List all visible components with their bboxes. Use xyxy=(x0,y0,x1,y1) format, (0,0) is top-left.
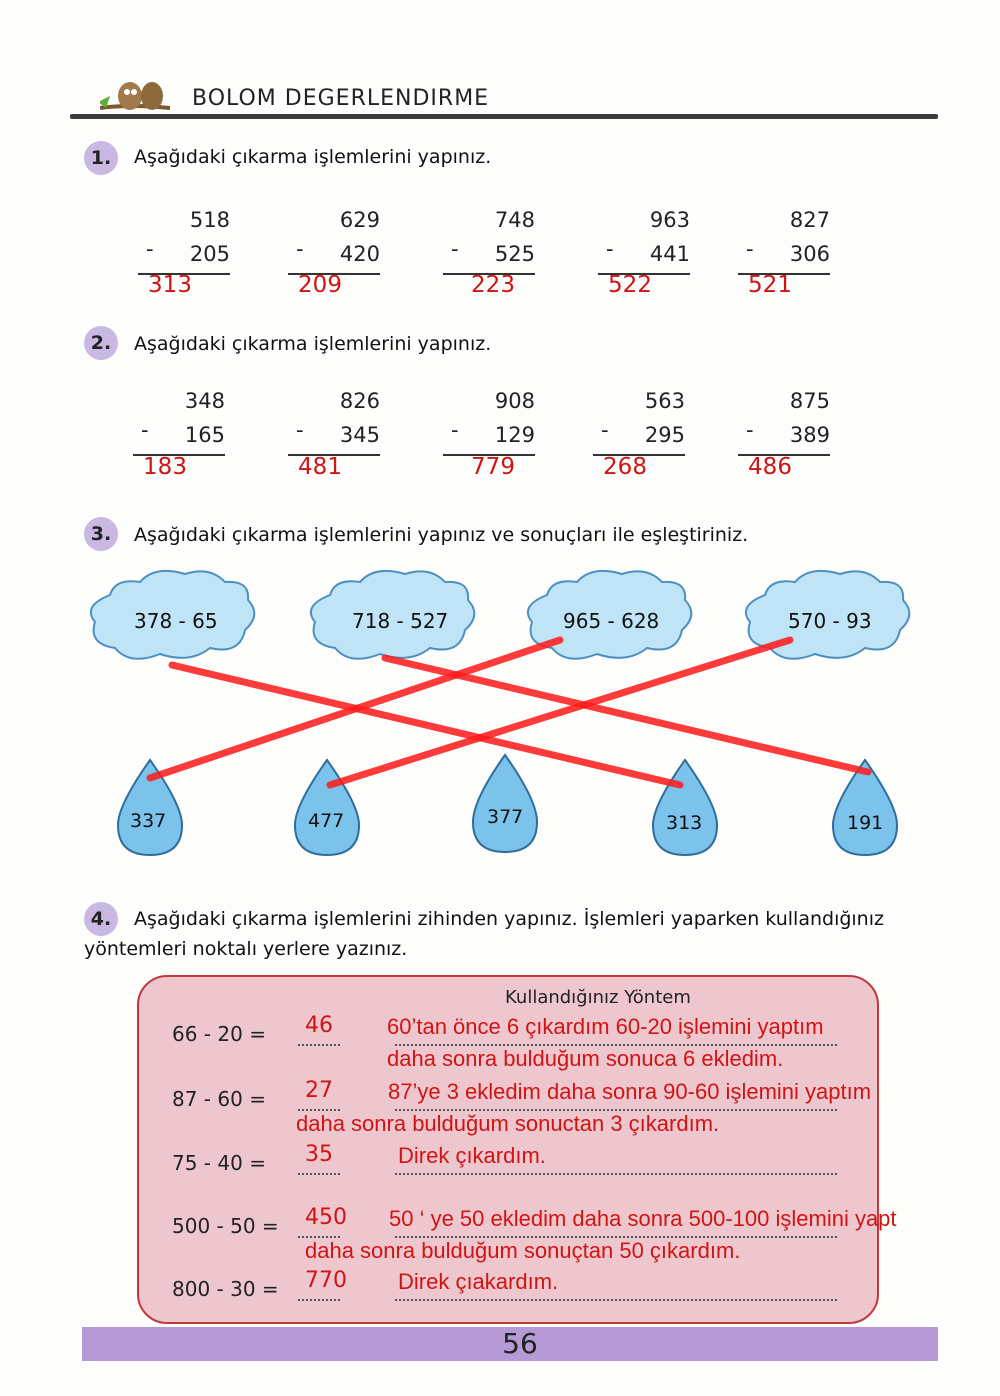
mental-answer: 46 xyxy=(305,1013,333,1038)
drop-2 xyxy=(295,760,359,855)
section-title: BOLOM DEGERLENDIRME xyxy=(192,86,490,111)
question-number-1: 1. xyxy=(84,141,118,175)
owl-on-branch-icon xyxy=(100,78,170,114)
minuend: 518 xyxy=(189,208,230,232)
cloud-label-1: 378 - 65 xyxy=(134,609,218,633)
q2-answer-2: 481 xyxy=(298,454,342,480)
q2-problem-3 xyxy=(451,384,535,456)
mental-expression: 87 - 60 = xyxy=(172,1087,266,1111)
drop-4 xyxy=(653,760,717,855)
q2-answer-5: 486 xyxy=(748,454,792,480)
question-number-3: 3. xyxy=(84,517,118,551)
minus-sign: - xyxy=(606,237,614,261)
drop-3 xyxy=(473,755,537,852)
minuend: 348 xyxy=(184,389,225,413)
minus-sign: - xyxy=(296,418,304,442)
q1-answer-2: 209 xyxy=(298,272,342,298)
match-line-3 xyxy=(150,640,560,778)
minuend: 748 xyxy=(494,208,535,232)
subtrahend: 129 xyxy=(494,423,535,447)
minus-sign: - xyxy=(146,237,154,261)
minuend: 827 xyxy=(789,208,830,232)
minuend: 563 xyxy=(644,389,685,413)
method-explanation-cont: daha sonra bulduğum sonuca 6 ekledim. xyxy=(387,1046,784,1071)
subtrahend: 205 xyxy=(189,242,230,266)
answer-dotted-line xyxy=(298,1173,340,1175)
subtrahend: 441 xyxy=(649,242,690,266)
q2-problem-5 xyxy=(746,384,830,456)
mental-expression: 66 - 20 = xyxy=(172,1022,266,1046)
q1-problem-4 xyxy=(606,203,690,275)
mental-answer: 770 xyxy=(305,1268,347,1293)
method-dotted-line xyxy=(395,1299,837,1301)
minus-sign: - xyxy=(296,237,304,261)
q1-answer-4: 522 xyxy=(608,272,652,298)
q1-problem-5 xyxy=(746,203,830,275)
header-divider xyxy=(70,114,938,119)
drop-label-2: 477 xyxy=(308,810,345,832)
minuend: 963 xyxy=(649,208,690,232)
question-number-2: 2. xyxy=(84,326,118,360)
method-explanation: 60’tan önce 6 çıkardım 60-20 işlemini yaptım xyxy=(387,1014,824,1039)
method-explanation: 50 ‘ ye 50 ekledim daha sonra 500-100 işlemini yapt xyxy=(389,1206,897,1231)
method-header: Kullandığınız Yöntem xyxy=(505,987,691,1008)
method-explanation: Direk çıakardım. xyxy=(398,1269,559,1294)
question-text-2: Aşağıdaki çıkarma işlemlerini yapınız. xyxy=(134,333,492,355)
q2-problem-4 xyxy=(601,384,685,456)
cloud-label-3: 965 - 628 xyxy=(563,609,660,633)
q1-answer-3: 223 xyxy=(471,272,515,298)
subtrahend: 420 xyxy=(339,242,380,266)
subtrahend: 525 xyxy=(494,242,535,266)
q1-problem-3 xyxy=(451,203,535,275)
mental-answer: 27 xyxy=(305,1078,333,1103)
minus-sign: - xyxy=(746,418,754,442)
page-number: 56 xyxy=(502,1327,538,1360)
minuend: 875 xyxy=(789,389,830,413)
minuend: 629 xyxy=(339,208,380,232)
mental-expression: 500 - 50 = xyxy=(172,1214,279,1238)
cloud-label-4: 570 - 93 xyxy=(788,609,872,633)
drop-label-3: 377 xyxy=(487,806,524,828)
q2-answer-1: 183 xyxy=(143,454,187,480)
question-text-4-line1: Aşağıdaki çıkarma işlemlerini zihinden yapınız. İşlemleri yaparken kullandığınız xyxy=(134,908,884,930)
question-text-4-line2: yöntemleri noktalı yerlere yazınız. xyxy=(84,938,408,960)
question-number-4: 4. xyxy=(84,902,118,936)
method-explanation: 87’ye 3 ekledim daha sonra 90-60 işlemini yaptım xyxy=(388,1079,872,1104)
question-text-3: Aşağıdaki çıkarma işlemlerini yapınız ve sonuçları ile eşleştiriniz. xyxy=(134,524,749,546)
subtrahend: 295 xyxy=(644,423,685,447)
minuend: 908 xyxy=(494,389,535,413)
q1-answer-5: 521 xyxy=(748,272,792,298)
subtrahend: 345 xyxy=(339,423,380,447)
mental-answer: 450 xyxy=(305,1205,347,1230)
subtrahend: 165 xyxy=(184,423,225,447)
mental-answer: 35 xyxy=(305,1142,333,1167)
method-explanation-cont: daha sonra bulduğum sonuctan 3 çıkardım. xyxy=(296,1111,720,1136)
drop-label-5: 191 xyxy=(847,812,884,834)
drop-label-4: 313 xyxy=(666,812,703,834)
q1-problem-1 xyxy=(146,203,230,275)
minus-sign: - xyxy=(746,237,754,261)
minus-sign: - xyxy=(451,237,459,261)
q2-answer-3: 779 xyxy=(471,454,515,480)
cloud-label-2: 718 - 527 xyxy=(352,609,449,633)
question-text-1: Aşağıdaki çıkarma işlemlerini yapınız. xyxy=(134,146,492,168)
answer-dotted-line xyxy=(298,1044,340,1046)
minus-sign: - xyxy=(451,418,459,442)
method-explanation-cont: daha sonra bulduğum sonuçtan 50 çıkardım. xyxy=(305,1238,741,1263)
q1-problem-2 xyxy=(296,203,380,275)
drop-1 xyxy=(118,760,182,855)
drop-label-1: 337 xyxy=(130,810,167,832)
minuend: 826 xyxy=(339,389,380,413)
q2-problem-1 xyxy=(141,384,225,456)
minus-sign: - xyxy=(601,418,609,442)
q2-answer-4: 268 xyxy=(603,454,647,480)
answer-dotted-line xyxy=(298,1299,340,1301)
subtrahend: 306 xyxy=(789,242,830,266)
subtrahend: 389 xyxy=(789,423,830,447)
mental-expression: 800 - 30 = xyxy=(172,1277,279,1301)
mental-expression: 75 - 40 = xyxy=(172,1151,266,1175)
q2-problem-2 xyxy=(296,384,380,456)
minus-sign: - xyxy=(141,418,149,442)
q1-answer-1: 313 xyxy=(148,272,192,298)
method-dotted-line xyxy=(395,1173,837,1175)
method-explanation: Direk çıkardım. xyxy=(398,1143,546,1168)
